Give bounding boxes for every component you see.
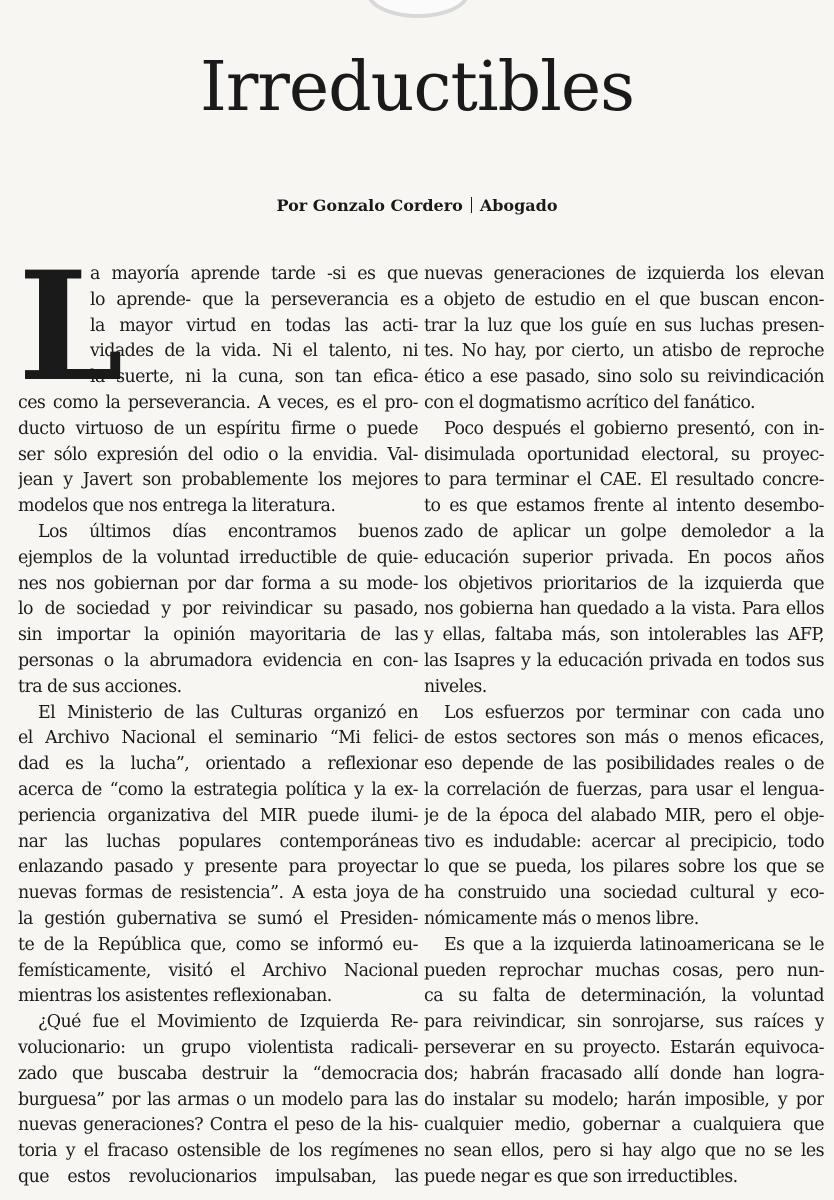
text-line: ejemplos de la voluntad irreductible de quie- <box>18 547 418 568</box>
text-line: ha construido una sociedad cultural y eco- <box>424 883 824 904</box>
text-line: Los esfuerzos por terminar con cada uno <box>444 702 824 723</box>
text-line: la gestión gubernativa se sumó el Presiden- <box>18 908 418 929</box>
text-line: nuevas generaciones de izquierda los elevan <box>424 264 824 284</box>
article-column-right <box>424 262 824 1191</box>
text-line: mientras los asistentes reflexionaban. <box>18 986 332 1007</box>
text-line: enlazando pasado y presente para proyectar <box>18 857 418 878</box>
text-line: ser sólo expresión del odio o la envidia. Val- <box>18 444 418 465</box>
byline <box>0 196 834 215</box>
text-line: to es que estamos frente al intento desembo- <box>424 496 824 517</box>
text-line: ducto virtuoso de un espíritu firme o puede <box>18 418 418 439</box>
text-line: dos; habrán fracasado allí donde han logra- <box>424 1063 824 1084</box>
text-line: nos gobierna han quedado a la vista. Para ellos <box>424 599 824 620</box>
article-title: Irreductibles <box>199 48 634 127</box>
text-line: el Archivo Nacional el seminario “Mi felici- <box>18 728 418 749</box>
text-line: las Isapres y la educación privada en todos sus <box>424 650 824 671</box>
top-ornament <box>366 0 470 18</box>
text-line: ético a ese pasado, sino solo su reivindicación <box>424 367 824 388</box>
text-line: de estos sectores son más o menos eficaces, <box>424 728 824 749</box>
text-line: a mayoría aprende tarde -si es que <box>90 264 418 284</box>
text-line: vidades de la vida. Ni el talento, ni <box>90 341 418 362</box>
text-line: disimulada oportunidad electoral, su proyec- <box>424 444 824 465</box>
text-line: perseverar en su proyecto. Estarán equivoca- <box>424 1037 824 1058</box>
text-line: zado que buscaba destruir la “democracia <box>18 1063 418 1084</box>
text-line: educación superior privada. En pocos años <box>424 547 824 568</box>
text-line: ces como la perseverancia. A veces, es el pro- <box>18 392 418 413</box>
text-line: niveles. <box>424 676 487 697</box>
text-line: te de la República que, como se informó eu- <box>18 934 418 955</box>
text-line: nómicamente más o menos libre. <box>424 908 699 929</box>
text-line: acerca de “como la estrategia política y la ex- <box>18 779 418 800</box>
text-line: Poco después el gobierno presentó, con in- <box>444 418 824 439</box>
text-line: je de la época del alabado MIR, pero el obje- <box>424 805 824 826</box>
text-line: tes. No hay, por cierto, un atisbo de reproche <box>424 341 824 362</box>
text-line: toria y el fracaso ostensible de los regímenes <box>18 1141 418 1162</box>
text-line: zado de aplicar un golpe demoledor a la <box>424 521 824 542</box>
text-line: con el dogmatismo acrítico del fanático. <box>424 392 756 413</box>
text-line: no sean ellos, pero si hay algo que no se les <box>424 1141 824 1162</box>
text-line: la suerte, ni la cuna, son tan efica- <box>90 367 418 388</box>
text-line: trar la luz que los guíe en sus luchas presen- <box>424 315 824 336</box>
text-line: ca su falta de determinación, la voluntad <box>424 986 824 1007</box>
text-line: nar las luchas populares contemporáneas <box>18 831 418 852</box>
text-line: sin importar la opinión mayoritaria de las <box>18 625 418 646</box>
text-line: la correlación de fuerzas, para usar el lengua- <box>424 779 824 800</box>
text-line: lo de sociedad y por reivindicar su pasado, <box>18 599 418 620</box>
text-line: jean y Javert son probablemente los mejores <box>18 470 418 491</box>
text-line: modelos que nos entrega la literatura. <box>18 496 336 517</box>
text-line: Los últimos días encontramos buenos <box>38 521 418 542</box>
text-line: nuevas formas de resistencia”. A esta joya de <box>18 883 418 904</box>
text-line: personas o la abrumadora evidencia en con- <box>18 650 418 671</box>
text-line: pueden reprochar muchas cosas, pero nun- <box>424 960 824 981</box>
text-line: los objetivos prioritarios de la izquierda que <box>424 573 824 594</box>
text-line: a objeto de estudio en el que buscan encon- <box>424 289 824 310</box>
text-line: para reivindicar, sin sonrojarse, sus raíces y <box>424 1012 824 1033</box>
text-line: nuevas generaciones? Contra el peso de la his- <box>18 1115 418 1136</box>
text-line: cualquier medio, gobernar a cualquiera que <box>424 1115 824 1136</box>
text-line: dad es la lucha”, orientado a reflexionar <box>18 754 418 775</box>
text-line: Es que a la izquierda latinoamericana se le <box>444 934 824 955</box>
text-line: la mayor virtud en todas las acti- <box>90 315 418 336</box>
text-line: do instalar su modelo; harán imposible, y por <box>424 1089 824 1110</box>
text-line: to para terminar el CAE. El resultado concre- <box>424 470 824 491</box>
text-line: ¿Qué fue el Movimiento de Izquierda Re- <box>38 1012 418 1033</box>
text-line: nes nos gobiernan por dar forma a su mode- <box>18 573 418 594</box>
text-line: volucionario: un grupo violentista radicali- <box>18 1037 418 1058</box>
text-line: y ellas, faltaba más, son intolerables las AFP, <box>424 625 824 646</box>
text-line: que estos revolucionarios impulsaban, las <box>18 1166 418 1187</box>
text-line: eso depende de las posibilidades reales o de <box>424 754 824 775</box>
author-role: Abogado <box>479 196 558 215</box>
text-line: periencia organizativa del MIR puede ilumi- <box>18 805 418 826</box>
author-name: Por Gonzalo Cordero <box>276 196 463 215</box>
text-line: lo aprende- que la perseverancia es <box>90 289 418 310</box>
text-line: tra de sus acciones. <box>18 676 182 697</box>
text-line: lo que se pueda, los pilares sobre los que se <box>424 857 824 878</box>
drop-cap: L <box>18 239 124 415</box>
article-column-left <box>18 239 418 1191</box>
byline-divider <box>471 197 472 213</box>
text-line: tivo es indudable: acercar al precipicio, todo <box>424 831 824 852</box>
text-line: burguesa” por las armas o un modelo para las <box>18 1089 418 1110</box>
text-line: El Ministerio de las Culturas organizó en <box>38 702 418 723</box>
text-line: puede negar es que son irreductibles. <box>424 1166 738 1187</box>
text-line: femísticamente, visitó el Archivo Nacional <box>18 960 418 981</box>
